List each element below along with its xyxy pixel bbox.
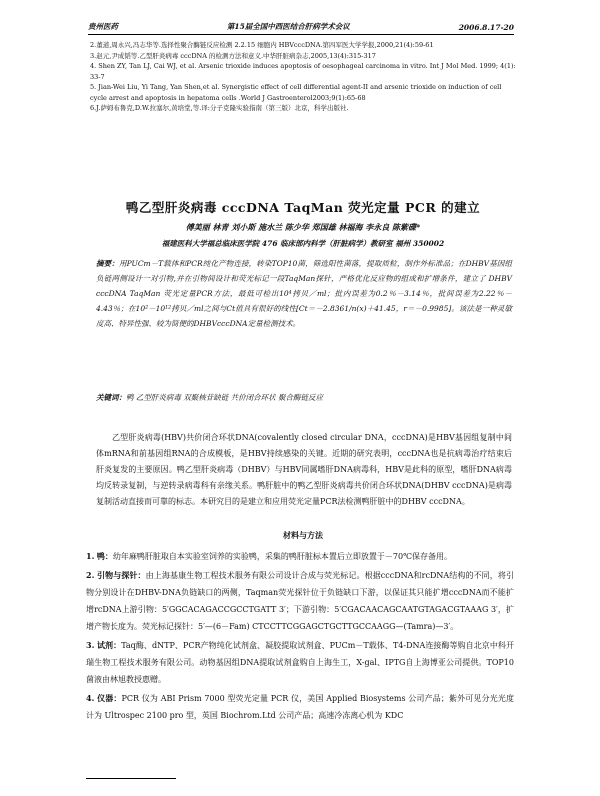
conference-name: 第15届全国中西医结合肝病学术会议: [226, 22, 350, 31]
keywords: [96, 392, 512, 403]
running-header: [88, 18, 514, 32]
reference-item: 2.董道,周永兴,冯志华等.选择性聚合酶链反应检测 2.2.15 细胞内 HBVcccDNA.第四军医大学学报,2000,21(4):59-61: [90, 41, 434, 49]
method-item-number: 3.: [86, 640, 95, 650]
method-item-lead: 试剂：: [96, 640, 122, 650]
abstract-label: 摘要：: [96, 259, 119, 268]
method-item: [86, 548, 514, 565]
journal-name: 贵州医药: [88, 22, 118, 31]
reference-item: 3.赵元,尹成韬等.乙型肝炎病毒 cccDNA 的检测方法和意义.中华肝脏病杂志,2005,13(4):315-317: [90, 51, 376, 60]
footnote-rule: [86, 778, 176, 779]
keywords-text: 鸭 乙型肝炎病毒 双聚核苷缺链 共价闭合环状 聚合酶链反应: [126, 393, 324, 402]
method-item-text: 由上海基康生物工程技术服务有限公司设计合成与荧光标记。根据cccDNA和rcDNA结构的不同，将引物分别设计在DHBV-DNA负链缺口的两侧，Taqman荧光探针位于负链缺口下游，以保证其只能扩增cccDNA而不能扩增rcDNA上游引物：5′GGCACAGACCGCCTGATT 3′；下游引物：5′CGACAACAGCAATGTAGACGTAAAG 3′，扩增产物长度为。荧光标记探针：5′—(6－Fam) CTCCTTCGGAGCTGCTTGCCAAGG—(Tamra)—3′。: [86, 571, 515, 631]
method-item-text: Taq酶、dNTP、PCR产物纯化试剂盒、凝胶提取试剂盒、PUCm－T载体、T4-DNA连接酶等购自北京中科开瑞生物工程技术服务有限公司。动物基因组DNA提取试剂盒购自上海生工，X-gal、IPTG自上海博亚公司提供。TOP10菌液由林旭教授惠赠。: [86, 641, 515, 684]
method-item: [86, 567, 514, 635]
method-item-lead: 鸭：: [96, 551, 113, 561]
method-item-number: 4.: [86, 693, 95, 703]
methods-list: [86, 548, 514, 726]
reference-item: 5. Jian-Wei Liu, Yi Tang, Yan Shen,et al. Synergistic effect of cell differential agent-II and arsenic trioxide on induction of cell cycle arrest and apoptosis in hepatoma cells .World J Gastroenterol2003;9(1):65-68: [90, 83, 502, 102]
author-list: 傅美丽 林青 刘小斯 施水兰 陈少华 郑国雄 林福海 李永良 陈紫碟*: [185, 222, 421, 232]
method-item-number: 1.: [86, 551, 95, 561]
abstract: [96, 256, 512, 331]
keywords-label: 关键词：: [96, 393, 126, 402]
method-item-lead: 仪器：: [97, 693, 122, 703]
abstract-text: 用PUCm－T载体和PCR纯化产物连接，转染TOP10菌，筛选阳性菌落，提取质粒，制作外标准品；在DHBV基因组负链两侧设计一对引物,并在引物间设计和荧光标记一段TaqMan探针，严格优化反应物的组成和扩增条件，建立了 DHBV cccDNA TaqMan 荧光定量PCR方法，最低可检出10⁴拷贝／ml；批内误差为0.2％－3.14％，批间误差为2.22％－4.43％；在10²－10¹²拷贝／ml之间与Ct值具有很好的线性[Ct＝－2.8361/n(x)＋41.45，r＝－0.9985]。该法是一种灵敏度高、特异性强、较为简便的DHBVcccDNA定量检测技术。: [96, 259, 513, 328]
method-item: [86, 637, 514, 688]
reference-list: [90, 40, 520, 114]
section-heading: 材料与方法: [283, 530, 323, 540]
method-item-text: PCR 仪为 ABI Prism 7000 型荧光定量 PCR 仪，美国 Applied Biosystems 公司产品；紫外可见分光光度计为 Ultrospec 2100 pro 型，英国 Biochrom.Ltd 公司产品；高速冷冻离心机为 KDC: [86, 694, 515, 720]
article-title: 鸭乙型肝炎病毒 cccDNA TaqMan 荧光定量 PCR 的建立: [125, 200, 481, 215]
reference-item: 6.J.萨姆布鲁克,D.W.拉塞尔,黄培堂,等.译:分子克隆实验指南（第三版）北京，科学出版社.: [90, 104, 349, 112]
reference-item: 4. Shen ZY, Tan LJ, Cai WJ, et al. Arsenic trioxide induces apoptosis of oesophageal carcinoma in vitro. Int J Mol Med. 1999; 4(1): 33-7: [90, 62, 516, 81]
method-item-lead: 引物与探针：: [97, 570, 146, 580]
introduction-paragraph: 乙型肝炎病毒(HBV)共价闭合环状DNA(covalently closed circular DNA，cccDNA)是HBV基因组复制中间体mRNA和前基因组RNA的合成模板，是HBV持续感染的关键。近期的研究表明，cccDNA也是抗病毒治疗结束后肝炎复发的主要原因。鸭乙型肝炎病毒（DHBV）与HBV同属嗜肝DNA病毒科，HBV是此科的原型，嗜肝DNA病毒均反转录复制，与逆转录病毒科有亲缘关系。鸭肝脏中的鸭乙型肝炎病毒共价闭合环状DNA(DHBV cccDNA)是病毒复制活动直接而可靠的标志。本研究目的是建立和应用荧光定量PCR法检测鸭肝脏中的DHBV cccDNA。: [96, 433, 512, 506]
affiliation: 福建医科大学福总临床医学院 476 临床部内科学（肝脏病学）教研室 福州 350002: [161, 239, 445, 248]
header-rule: [88, 34, 514, 35]
method-item-text: 幼年麻鸭肝脏取自本实验室饲养的实验鸭，采集的鸭肝脏标本置后立即放置于－70℃保存备用。: [112, 552, 453, 561]
method-item: [86, 690, 514, 724]
method-item-number: 2.: [86, 570, 95, 580]
conference-date: 2006.8.17-20: [458, 23, 514, 32]
